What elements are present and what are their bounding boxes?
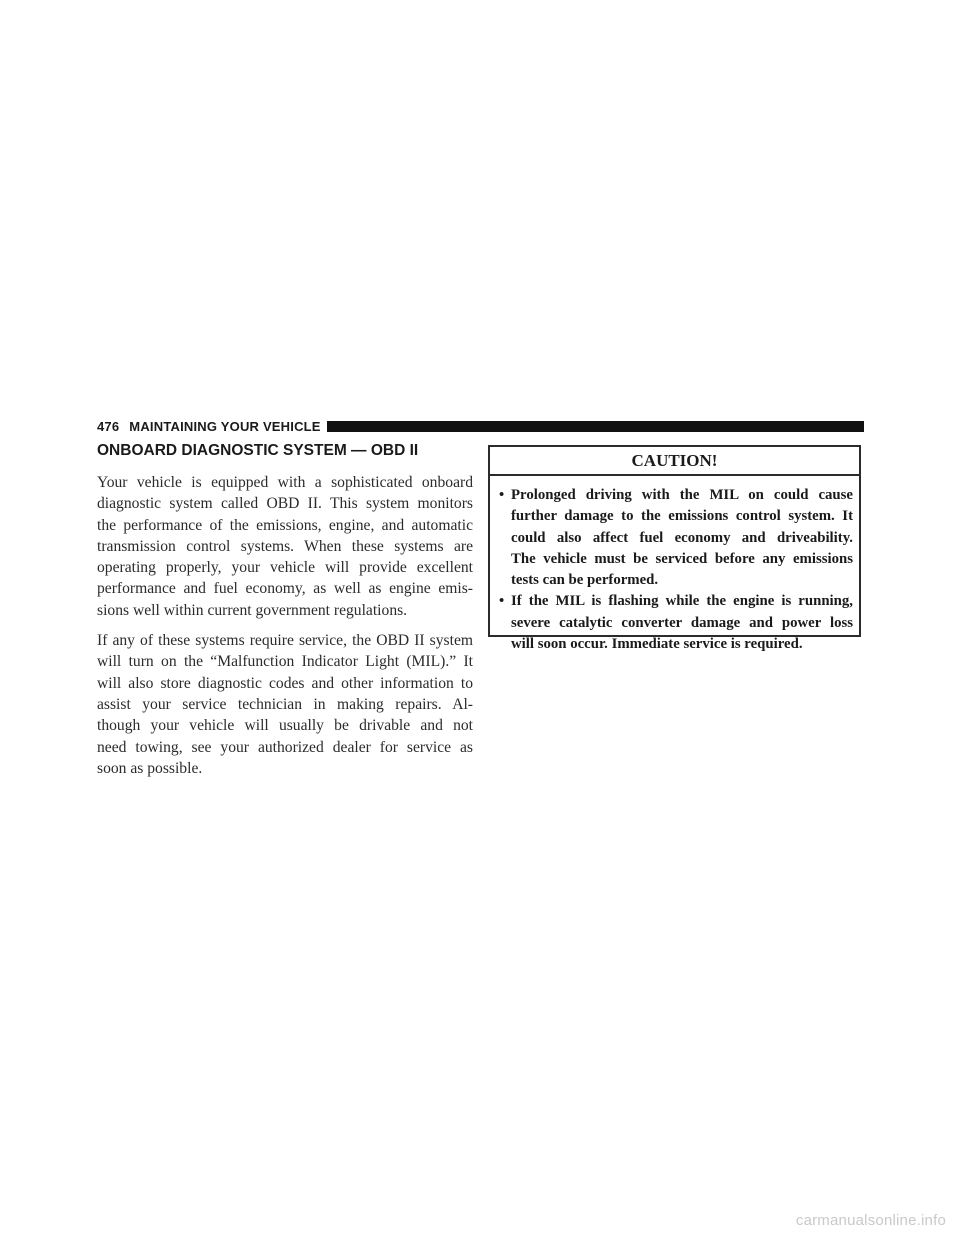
caution-line: Prolonged driving with the MIL on could cause [511,487,853,503]
paragraph-line: performance and fuel economy, as well as engine emis- [97,580,473,598]
header-rule [327,421,864,432]
paragraph-line: will turn on the “Malfunction Indicator Light (MIL).” It [97,653,473,671]
caution-item [498,485,853,591]
left-column [97,441,473,788]
caution-box [488,445,861,653]
paragraph-line: Your vehicle is equipped with a sophisticated onboard [97,474,473,491]
watermark-text: carmanualsonline.info [795,1212,946,1229]
caution-line: tests can be performed. [511,572,659,589]
paragraph-line: though your vehicle will usually be drivable and not [97,717,473,735]
caution-title: CAUTION! [490,447,859,476]
paragraph-line: If any of these systems require service, the OBD II system [97,632,473,650]
paragraph-line: soon as possible. [97,759,203,777]
paragraph-line: the performance of the emissions, engine, and automatic [97,516,473,534]
paragraph-line: diagnostic system called OBD II. This system monitors [97,495,473,513]
paragraph-line: will also store diagnostic codes and other information to [97,674,473,692]
paragraph-line: need towing, see your authorized dealer for service as [97,738,473,756]
paragraph-line: assist your service technician in making repairs. Al- [97,695,473,713]
caution-line: The vehicle must be serviced before any emissions [511,550,853,567]
paragraph-line: transmission control systems. When these systems are [97,537,473,555]
paragraph-line: sions well within current government regulations. [97,601,408,619]
caution-item [498,591,853,655]
bullet-icon: • [499,487,505,503]
page-number: 476 [97,419,120,434]
section-heading: MAINTAINING YOUR VEHICLE [129,419,321,434]
paragraph-line: operating properly, your vehicle will provide excellent [97,559,473,577]
bullet-icon: • [499,593,505,610]
body-paragraph-1 [97,472,473,621]
section-title: ONBOARD DIAGNOSTIC SYSTEM — OBD II [97,442,419,459]
caution-line: could also affect fuel economy and driveability. [511,529,853,546]
caution-line: severe catalytic converter damage and power loss [511,614,853,631]
body-paragraph-2 [97,630,473,779]
caution-line: will soon occur. Immediate service is required. [511,636,803,653]
page-header [97,419,864,434]
caution-line: further damage to the emissions control system. It [511,508,853,525]
caution-list [490,476,859,655]
caution-line: If the MIL is flashing while the engine is running, [511,593,853,610]
